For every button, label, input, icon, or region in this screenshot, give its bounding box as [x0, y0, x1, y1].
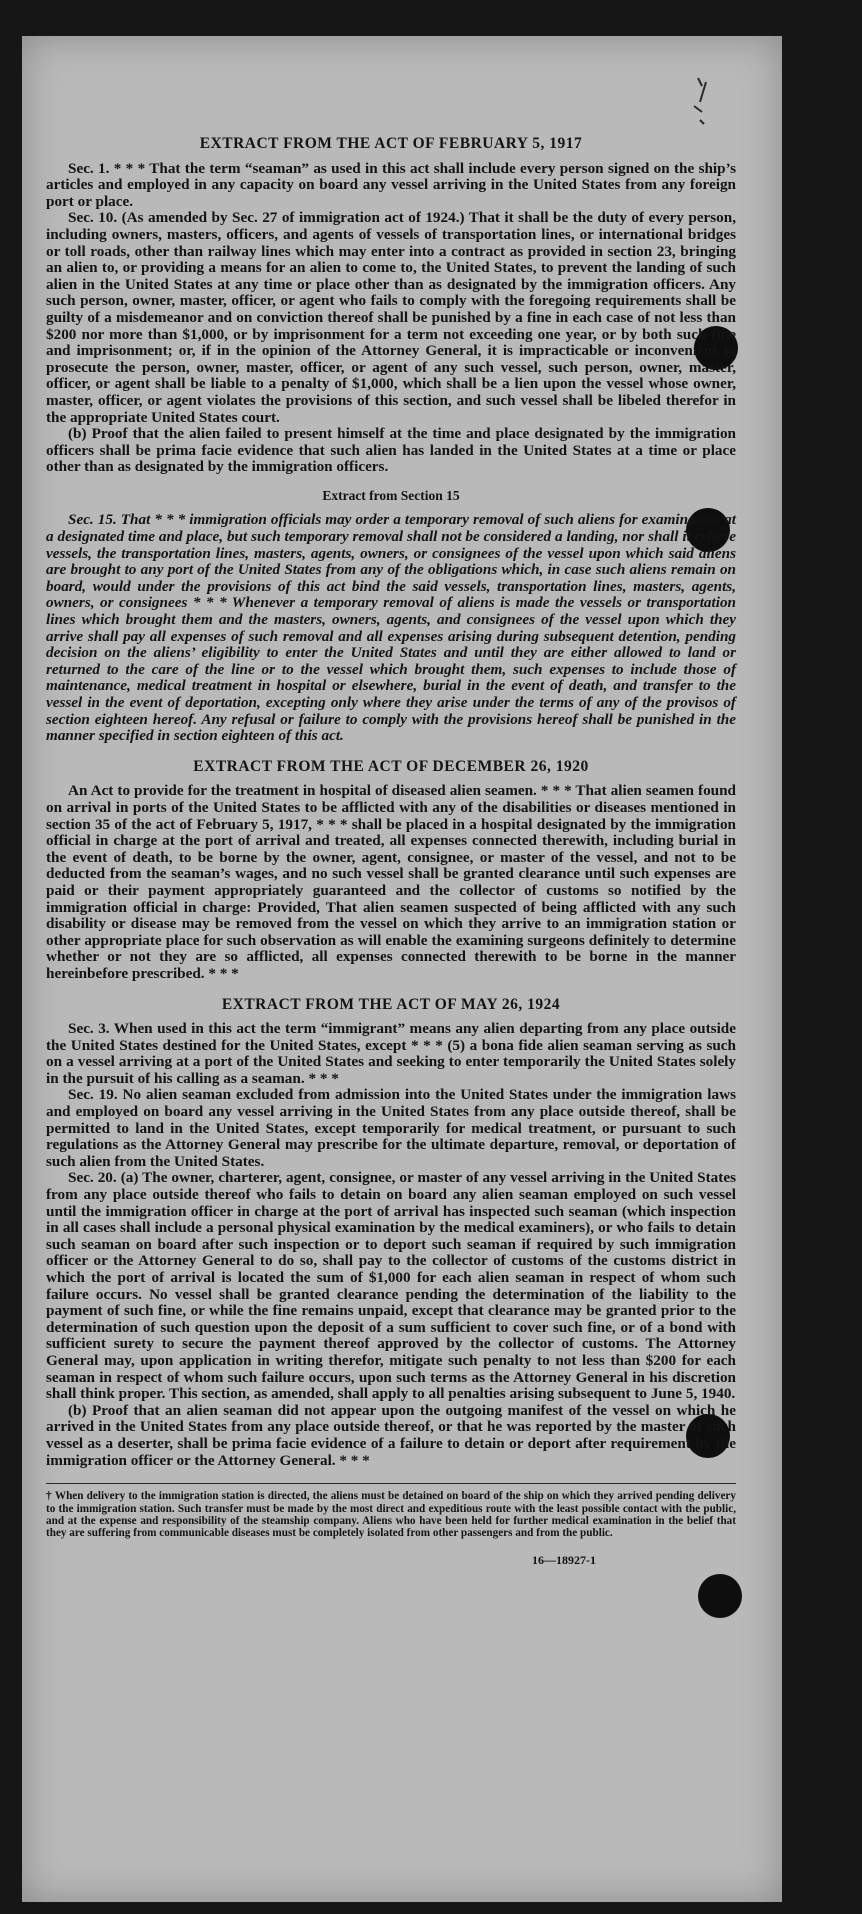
- paragraph: Sec. 1. * * * That the term “seaman” as used in this act shall include every person signed on the ship’s articles and employed in any capacity on board any vessel arriving in the United States from any foreign port or place.: [46, 159, 736, 210]
- paragraph: Sec. 15. That * * * immigration officials may order a temporary removal of such aliens for examination at a designated time and place, but such temporary removal shall not be considered a landing, nor shall it relieve vessels, the transportation lines, masters, agents, owners, or consignees of the vessel upon which said aliens are brought to any port of the United States from any of the obligations which, in case such aliens remain on board, would under the provisions of this act bind the said vessels, transportation lines, masters, agents, owners, or consignees * * * Whenever a temporary removal of aliens is made the vessels or transportation lines which brought them and the masters, owners, agents, and consignees of the vessel upon which they arrive shall pay all expenses of such removal and all expenses arising during subsequent detention, pending decision on the aliens’ eligibility to enter the United States and until they are either allowed to land or returned to the care of the line or to the vessel which brought them, such expenses to include those of maintenance, medical treatment in hospital or elsewhere, burial in the event of death, and transfer to the vessel in the event of deportation, excepting only where they arise under the terms of any of the provisos of section eighteen hereof. Any refusal or failure to comply with the provisions hereof shall be punished in the manner specified in section eighteen of this act.: [46, 511, 736, 745]
- document-page: [22, 36, 782, 1902]
- footnote: † When delivery to the immigration station is directed, the aliens must be detained on board of the ship on which they arrived pending delivery to the immigration station. Such transfer must be made by the most direct and expeditious route with the least possible contact with the public, and at the expense and responsibility of the steamship company. Aliens who have been held for further medical examination in the belief that they are suffering from communicable diseases must be completely isolated from other passengers and from the public.: [46, 1483, 736, 1540]
- section-heading: EXTRACT FROM THE ACT OF MAY 26, 1924: [221, 995, 561, 1013]
- pen-mark-icon: [680, 72, 720, 132]
- paragraph: Sec. 20. (a) The owner, charterer, agent, consignee, or master of any vessel arriving in the United States from any place outside thereof who fails to detain on board any alien seaman employed on such vessel until the immigration officer in charge at the port of arrival has inspected such seaman (which inspection in all cases shall include a personal physical examination by the medical examiners), or who fails to detain such seaman on board after such inspection or to deport such seaman if required by such immigration officer or the Attorney General to do so, shall pay to the collector of customs of the customs district in which the port of arrival is located the sum of $1,000 for each alien seaman in respect of whom such failure occurs. No vessel shall be granted clearance pending the determination of the liability to the payment of such fine, or while the fine remains unpaid, except that clearance may be granted prior to the determination of such question upon the deposit of a sum sufficient to cover such fine, or of a bond with sufficient surety to secure the payment thereof approved by the collector of customs. The Attorney General may, upon application in writing therefor, mitigate such penalty to not less than $200 for each seaman in respect of whom such failure occurs, upon such terms as the Attorney General in his discretion shall think proper. This section, as amended, shall apply to all penalties arising subsequent to June 5, 1940.: [46, 1169, 736, 1403]
- section-heading: EXTRACT FROM THE ACT OF FEBRUARY 5, 1917: [199, 135, 583, 152]
- document-body: [46, 136, 736, 1568]
- punch-hole-icon: [698, 1574, 742, 1618]
- paragraph: An Act to provide for the treatment in hospital of diseased alien seamen. * * * That alien seamen found on arrival in ports of the United States to be afflicted with any of the disabilities or diseases mentioned in section 35 of the act of February 5, 1917, * * * shall be placed in a hospital designated by the immigration official in charge at the port of arrival and treated, all expenses connected therewith, including burial in the event of death, to be borne by the owner, agent, consignee, or master of the vessel, and not to be deducted from the seaman’s wages, and no such vessel shall be granted clearance until such expenses are paid or their payment appropriately guaranteed and the collector of customs so notified by the immigration official in charge: Provided, That alien seamen suspected of being afflicted with any such disability or disease may be removed from the vessel on which they arrive to an immigration station or other appropriate place for such observation as will enable the examining surgeons definitely to determine whether or not they are so afflicted, all expenses connected therewith to be borne in the manner hereinbefore prescribed. * * *: [46, 782, 736, 982]
- section-subheading: Extract from Section 15: [322, 487, 460, 503]
- paragraph: (b) Proof that the alien failed to present himself at the time and place designated by the immigration officers shall be prima facie evidence that such alien has landed in the United States at a time or place other than as designated by the immigration officers.: [46, 425, 736, 476]
- section-heading: EXTRACT FROM THE ACT OF DECEMBER 26, 1920: [193, 757, 589, 775]
- form-number: 16—18927-1: [532, 1552, 596, 1567]
- paragraph: Sec. 10. (As amended by Sec. 27 of immigration act of 1924.) That it shall be the duty of every person, including owners, masters, officers, and agents of vessels of transportation lines, or international bridges or toll roads, other than railway lines which may enter into a contract as provided in section 23, bringing an alien to, or providing a means for an alien to come to, the United States, to prevent the landing of such alien in the United States at any time or place other than as designated by the immigration officers. Any such person, owner, master, officer, or agent who fails to comply with the foregoing requirements shall be guilty of a misdemeanor and on conviction thereof shall be punished by a fine in each case of not less than $200 nor more than $1,000, or by imprisonment for a term not exceeding one year, or by both such fine and imprisonment; or, if in the opinion of the Attorney General, it is impracticable or inconvenient to prosecute the person, owner, master, officer, or agent of any such vessel, such person, owner, master, officer, or agent shall be liable to a penalty of $1,000, which shall be a lien upon the vessel whose owner, master, officer, or agent violates the provisions of this section, and such vessel shall be libeled therefor in the appropriate United States court.: [46, 209, 736, 426]
- paragraph: Sec. 19. No alien seaman excluded from admission into the United States under the immigration laws and employed on board any vessel arriving in the United States from any place outside thereof, shall be permitted to land in the United States, except temporarily for medical treatment, or pursuant to such regulations as the Attorney General may prescribe for the ultimate departure, removal, or deportation of such alien from the United States.: [46, 1086, 736, 1170]
- paragraph: (b) Proof that an alien seaman did not appear upon the outgoing manifest of the vessel on which he arrived in the United States from any place outside thereof, or that he was reported by the master of such vessel as a deserter, shall be prima facie evidence of a failure to detain or deport after requirement by the immigration officer or the Attorney General. * * *: [46, 1401, 736, 1469]
- paragraph: Sec. 3. When used in this act the term “immigrant” means any alien departing from any place outside the United States destined for the United States, except * * * (5) a bona fide alien seaman serving as such on a vessel arriving at a port of the United States and seeking to enter temporarily the United States solely in the pursuit of his calling as a seaman. * * *: [46, 1020, 736, 1087]
